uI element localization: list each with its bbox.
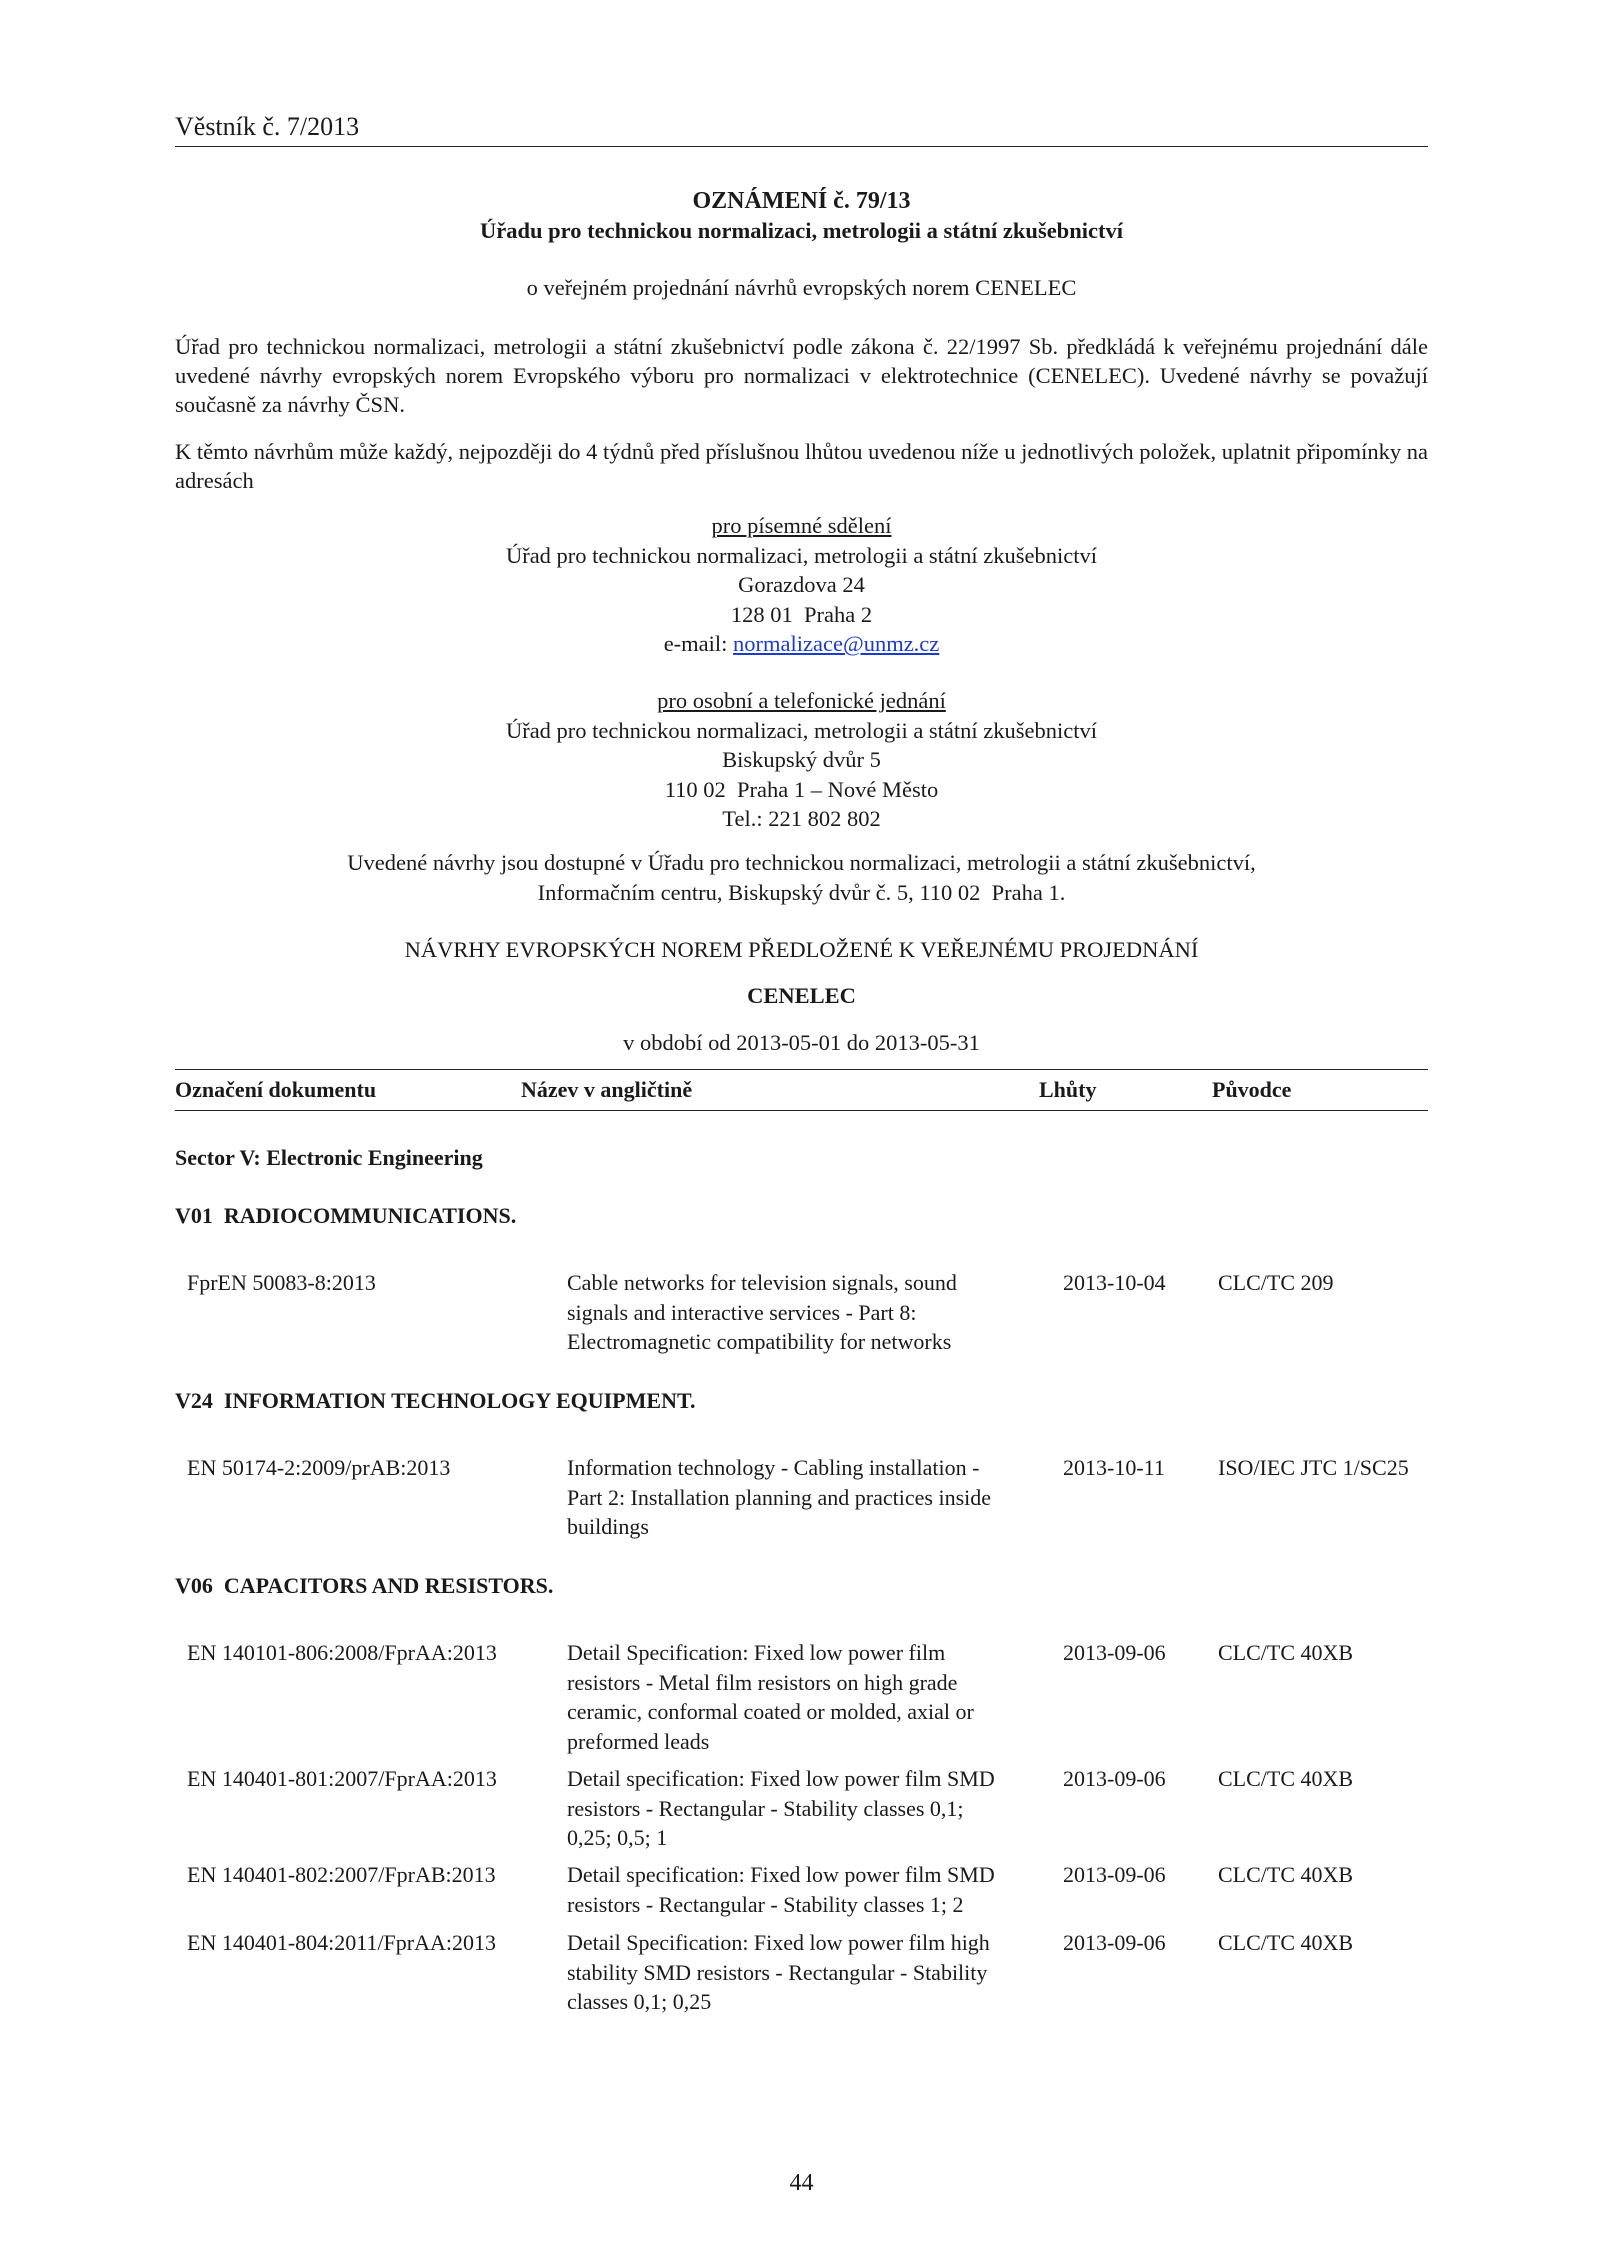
personal-phone: Tel.: 221 802 802 (722, 806, 881, 831)
doc-title-line: ceramic, conformal coated or molded, axial or (567, 1699, 974, 1724)
comments-paragraph: K těmto návrhům může každý, nejpozději do 4 týdnů před příslušnou lhůtou uvedenou níže u jednotlivých položek, uplatnit připomínky na adresách (175, 439, 1428, 493)
doc-code: EN 140401-801:2007/FprAA:2013 (187, 1766, 497, 1791)
availability-block (175, 848, 1428, 907)
personal-contact-block (175, 686, 1428, 834)
col-header-deadline: Lhůty (1039, 1077, 1097, 1102)
sector-heading: Sector V: Electronic Engineering (175, 1145, 483, 1170)
doc-title (567, 1638, 1047, 1756)
doc-title-line: resistors - Metal film resistors on high grade (567, 1669, 958, 1695)
doc-title-line: buildings (567, 1514, 649, 1539)
doc-source: CLC/TC 40XB (1218, 1930, 1354, 1955)
personal-heading: pro osobní a telefonické jednání (657, 688, 946, 713)
doc-source: CLC/TC 40XB (1218, 1766, 1354, 1791)
availability-line-2: Informačním centru, Biskupský dvůr č. 5, 110 02 Praha 1. (537, 879, 1066, 905)
listing-title: NÁVRHY EVROPSKÝCH NOREM PŘEDLOŽENÉ K VEŘEJNÉMU PROJEDNÁNÍ (404, 937, 1199, 962)
doc-title-line: signals and interactive services - Part 8: (567, 1299, 917, 1325)
email-label: e-mail: (663, 631, 734, 656)
table-top-rule (175, 1069, 1428, 1070)
doc-code: EN 140401-804:2011/FprAA:2013 (187, 1930, 497, 1955)
doc-title (567, 1453, 1047, 1542)
header-rule (175, 146, 1428, 147)
availability-line-1: Uvedené návrhy jsou dostupné v Úřadu pro technickou normalizaci, metrologii a státní zkušebnictví, (347, 850, 1256, 875)
notice-subject: o veřejném projednání návrhů evropských norem CENELEC (526, 275, 1077, 300)
doc-title (567, 1860, 1047, 1919)
written-city: 128 01 Praha 2 (730, 601, 873, 627)
doc-title-line: Electromagnetic compatibility for networks (567, 1329, 952, 1354)
written-heading: pro písemné sdělení (711, 513, 892, 538)
doc-title-line: stability SMD resistors - Rectangular - Stability (567, 1959, 988, 1985)
col-header-code: Označení dokumentu (175, 1077, 377, 1102)
personal-org: Úřad pro technickou normalizaci, metrologii a státní zkušebnictví (505, 717, 1098, 743)
group-heading: V01 RADIOCOMMUNICATIONS. (175, 1203, 517, 1228)
written-org: Úřad pro technickou normalizaci, metrologii a státní zkušebnictví (505, 542, 1098, 568)
doc-code: EN 140401-802:2007/FprAB:2013 (187, 1862, 496, 1887)
doc-title-line: Detail specification: Fixed low power film SMD (567, 1766, 995, 1791)
written-contact-block (175, 511, 1428, 659)
doc-deadline: 2013-09-06 (1063, 1640, 1166, 1665)
email-line (175, 629, 1428, 659)
group-heading: V06 CAPACITORS AND RESISTORS. (175, 1573, 554, 1598)
doc-title-line: resistors - Rectangular - Stability classes 0,1; (567, 1795, 964, 1821)
doc-title-line: Information technology - Cabling installation - (567, 1455, 980, 1480)
doc-code: EN 50174-2:2009/prAB:2013 (187, 1455, 451, 1480)
notice-title: OZNÁMENÍ č. 79/13 (692, 188, 911, 214)
notice-issuer: Úřadu pro technickou normalizaci, metrologii a státní zkušebnictví (480, 218, 1123, 243)
doc-source: CLC/TC 209 (1218, 1270, 1334, 1295)
doc-title-line: preformed leads (567, 1728, 710, 1754)
doc-title-line: Detail specification: Fixed low power film SMD (567, 1862, 995, 1887)
doc-title-line: Detail Specification: Fixed low power film (567, 1640, 946, 1665)
written-street: Gorazdova 24 (738, 572, 865, 597)
listing-org: CENELEC (747, 983, 856, 1008)
personal-street: Biskupský dvůr 5 (722, 747, 881, 772)
doc-title (567, 1268, 1047, 1357)
email-link[interactable]: normalizace@unmz.cz (733, 631, 940, 656)
doc-source: CLC/TC 40XB (1218, 1640, 1354, 1665)
col-header-title: Název v angličtině (521, 1077, 693, 1102)
doc-deadline: 2013-10-11 (1063, 1455, 1165, 1480)
doc-title-line: 0,25; 0,5; 1 (567, 1825, 668, 1850)
doc-title (567, 1928, 1047, 2017)
doc-title (567, 1764, 1047, 1853)
doc-title-line: Cable networks for television signals, sound (567, 1270, 957, 1295)
doc-source: CLC/TC 40XB (1218, 1862, 1354, 1887)
listing-period: v období od 2013-05-01 do 2013-05-31 (623, 1030, 980, 1055)
doc-deadline: 2013-09-06 (1063, 1766, 1166, 1791)
doc-title-line: Part 2: Installation planning and practices inside (567, 1484, 992, 1510)
personal-city: 110 02 Praha 1 – Nové Město (664, 776, 939, 802)
doc-source: ISO/IEC JTC 1/SC25 (1218, 1455, 1409, 1480)
journal-header: Věstník č. 7/2013 (175, 112, 360, 141)
table-header-rule (175, 1110, 1428, 1111)
doc-title-line: resistors - Rectangular - Stability classes 1; 2 (567, 1891, 964, 1917)
doc-deadline: 2013-10-04 (1063, 1270, 1166, 1295)
doc-title-line: classes 0,1; 0,25 (567, 1989, 712, 2014)
doc-code: EN 140101-806:2008/FprAA:2013 (187, 1640, 497, 1665)
doc-deadline: 2013-09-06 (1063, 1862, 1166, 1887)
page-number: 44 (789, 2170, 814, 2196)
intro-paragraph: Úřad pro technickou normalizaci, metrologii a státní zkušebnictví podle zákona č. 22/1997 Sb. předkládá k veřejnému projednání dále uvedené návrhy evropských norem Evropského výboru pro normalizaci v elektrotechnice (CENELEC). Uvedené návrhy se považují současně za návrhy ČSN. (175, 334, 1428, 417)
doc-title-line: Detail Specification: Fixed low power film high (567, 1930, 990, 1955)
doc-code: FprEN 50083-8:2013 (187, 1270, 376, 1295)
group-heading: V24 INFORMATION TECHNOLOGY EQUIPMENT. (175, 1388, 696, 1413)
col-header-source: Původce (1212, 1077, 1292, 1102)
doc-deadline: 2013-09-06 (1063, 1930, 1166, 1955)
